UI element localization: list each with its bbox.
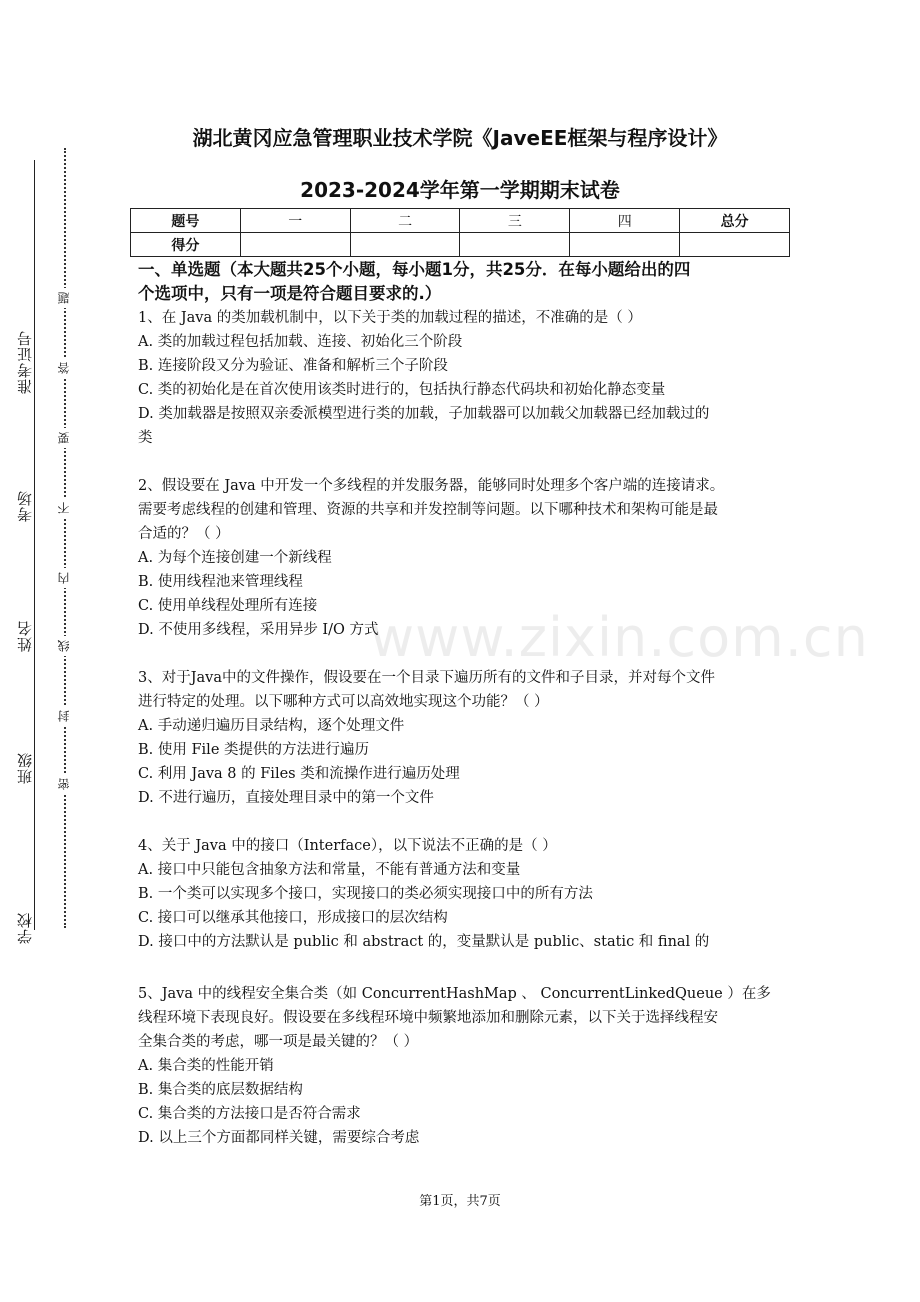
section-heading-line: 一、单选题（本大题共25个小题，每小题1分，共25分．在每小题给出的四 <box>138 260 691 279</box>
question-2-stem: 2、假设要在 Java 中开发一个多线程的并发服务器，能够同时处理多个客户端的连接请求。 <box>138 478 725 494</box>
score-entry-cell <box>680 233 790 257</box>
seal-char: 线 <box>56 636 72 656</box>
score-table-header-row <box>131 209 790 233</box>
seal-char: 内 <box>56 568 72 588</box>
seal-char: 题 <box>56 288 72 308</box>
question-4-option-d: D. 接口中的方法默认是 public 和 abstract 的，变量默认是 public、static 和 final 的 <box>138 934 710 950</box>
score-table-cell: 二 <box>350 209 460 233</box>
seal-char: 不 <box>56 498 72 518</box>
score-table <box>130 208 790 257</box>
question-2-option-c: C. 使用单线程处理所有连接 <box>138 598 318 614</box>
score-entry-cell <box>350 233 460 257</box>
exam-title: 湖北黄冈应急管理职业技术学院《JaveEE框架与程序设计》 <box>192 126 728 150</box>
name-label: 姓名 <box>16 620 34 652</box>
question-5-stem: 5、Java 中的线程安全集合类（如 ConcurrentHashMap 、 ConcurrentLinkedQueue ）在多 <box>138 986 771 1002</box>
question-1-option-a: A. 类的加载过程包括加载、连接、初始化三个阶段 <box>138 334 463 350</box>
score-entry-cell <box>460 233 570 257</box>
question-5-option-b: B. 集合类的底层数据结构 <box>138 1082 303 1098</box>
question-3-option-b: B. 使用 File 类提供的方法进行遍历 <box>138 742 370 758</box>
question-2-option-b: B. 使用线程池来管理线程 <box>138 574 303 590</box>
score-entry-cell <box>240 233 350 257</box>
watermark: www.zixin.com.cn <box>370 606 869 669</box>
page-footer: 第1页，共7页 <box>419 1194 501 1209</box>
question-4-option-c: C. 接口可以继承其他接口，形成接口的层次结构 <box>138 910 448 926</box>
seal-char: 密 <box>56 774 72 794</box>
question-5-option-a: A. 集合类的性能开销 <box>138 1058 274 1074</box>
question-3-option-d: D. 不进行遍历，直接处理目录中的第一个文件 <box>138 790 434 806</box>
seal-char: 要 <box>56 428 72 448</box>
question-1-option-d-cont: 类 <box>138 430 153 446</box>
score-table-cell: 得分 <box>131 233 241 257</box>
question-2-option-d: D. 不使用多线程，采用异步 I/O 方式 <box>138 622 379 638</box>
question-4-option-b: B. 一个类可以实现多个接口，实现接口的类必须实现接口中的所有方法 <box>138 886 593 902</box>
score-table-score-row <box>131 233 790 257</box>
question-5-option-d: D. 以上三个方面都同样关键，需要综合考虑 <box>138 1130 420 1146</box>
question-1-option-b: B. 连接阶段又分为验证、准备和解析三个子阶段 <box>138 358 448 374</box>
section-heading <box>138 258 798 306</box>
exam-number-label: 准考证号 <box>16 330 34 394</box>
question-1-option-c: C. 类的初始化是在首次使用该类时进行的，包括执行静态代码块和初始化静态变量 <box>138 382 666 398</box>
question-5-stem-cont: 线程环境下表现良好。假设要在多线程环境中频繁地添加和删除元素，以下关于选择线程安 <box>138 1010 718 1026</box>
binding-solid-line <box>34 160 35 930</box>
question-3-stem: 3、对于Java中的文件操作，假设要在一个目录下遍历所有的文件和子目录，并对每个文件 <box>138 670 716 686</box>
score-table-cell: 三 <box>460 209 570 233</box>
section-heading-line: 个选项中，只有一项是符合题目要求的.） <box>138 284 442 303</box>
school-label: 学校 <box>16 912 34 944</box>
question-2-option-a: A. 为每个连接创建一个新线程 <box>138 550 332 566</box>
exam-room-label: 考场 <box>16 490 34 522</box>
question-4-stem: 4、关于 Java 中的接口（Interface），以下说法不正确的是（ ） <box>138 838 557 854</box>
question-3-option-c: C. 利用 Java 8 的 Files 类和流操作进行遍历处理 <box>138 766 460 782</box>
question-1-option-d: D. 类加载器是按照双亲委派模型进行类的加载，子加载器可以加载父加载器已经加载过的 <box>138 406 710 422</box>
score-table-cell: 题号 <box>131 209 241 233</box>
seal-char: 封 <box>56 706 72 726</box>
exam-subtitle: 2023-2024学年第一学期期末试卷 <box>300 178 620 202</box>
seal-char: 答 <box>56 358 72 378</box>
question-2-stem-cont: 需要考虑线程的创建和管理、资源的共享和并发控制等问题。以下哪种技术和架构可能是最 <box>138 502 718 518</box>
class-label: 班级 <box>16 752 34 784</box>
question-5-stem-cont: 全集合类的考虑，哪一项是最关键的？（ ） <box>138 1034 419 1050</box>
question-5-option-c: C. 集合类的方法接口是否符合需求 <box>138 1106 361 1122</box>
question-3-option-a: A. 手动递归遍历目录结构，逐个处理文件 <box>138 718 405 734</box>
question-4-option-a: A. 接口中只能包含抽象方法和常量，不能有普通方法和变量 <box>138 862 521 878</box>
question-2-stem-cont: 合适的？（ ） <box>138 526 230 542</box>
score-table-cell: 四 <box>570 209 680 233</box>
question-3-stem-cont: 进行特定的处理。以下哪种方式可以高效地实现这个功能？（ ） <box>138 694 549 710</box>
score-table-cell: 总分 <box>680 209 790 233</box>
score-entry-cell <box>570 233 680 257</box>
score-table-cell: 一 <box>240 209 350 233</box>
binding-dotted-line <box>64 148 66 928</box>
question-1-stem: 1、在 Java 的类加载机制中，以下关于类的加载过程的描述，不准确的是（ ） <box>138 310 642 326</box>
